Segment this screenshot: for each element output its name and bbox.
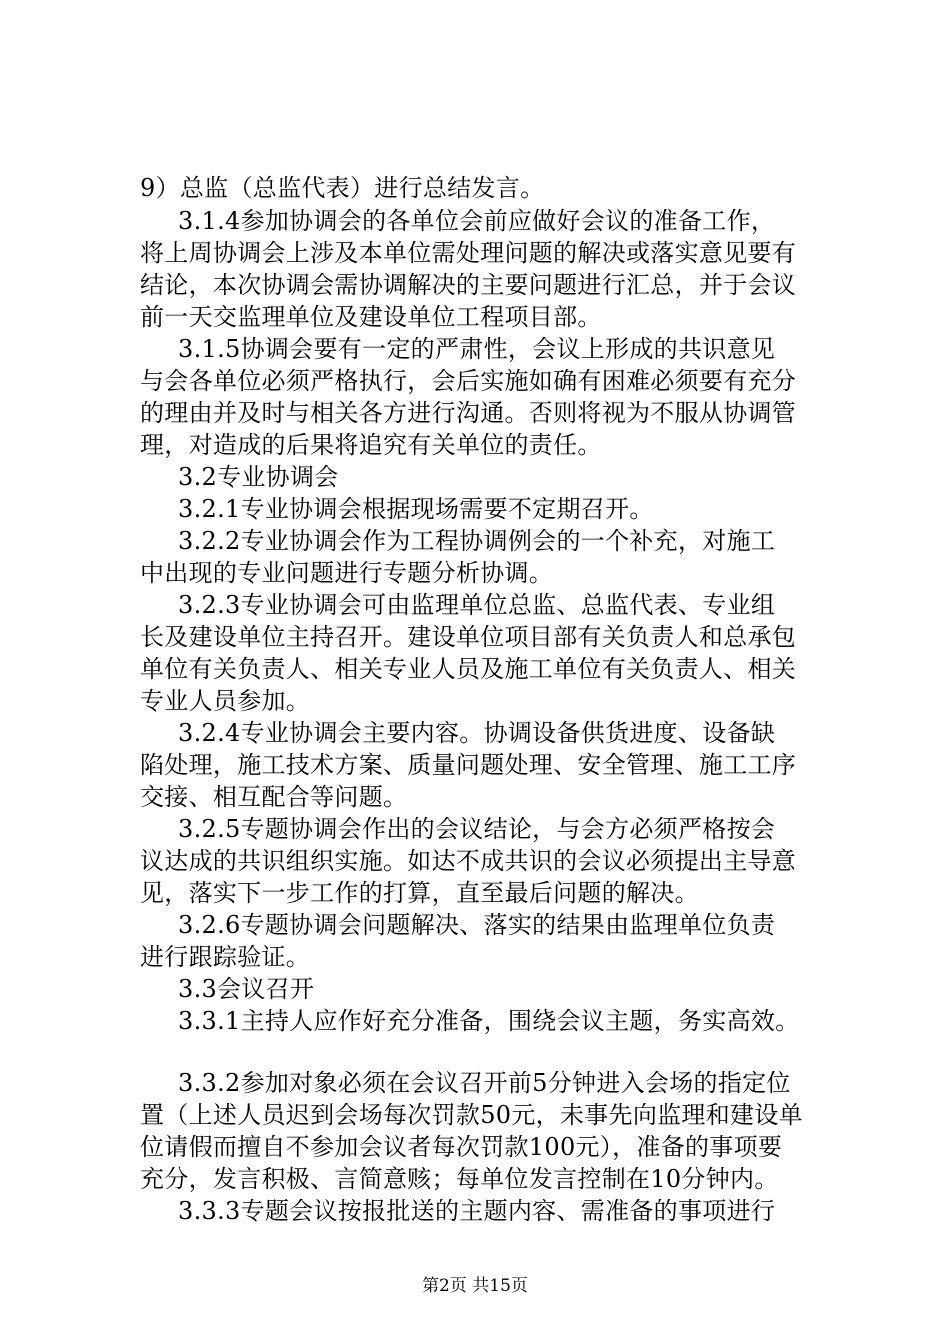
text-line: 长及建设单位主持召开。建设单位项目部有关负责人和总承包 — [140, 623, 797, 651]
text-line: 议达成的共识组织实施。如达不成共识的会议必须提出主导意 — [140, 847, 797, 875]
section-heading: 3.2专业协调会 — [178, 463, 339, 491]
text-line: 将上周协调会上涉及本单位需处理问题的解决或落实意见要有 — [140, 239, 797, 267]
text-line: 前一天交监理单位及建设单位工程项目部。 — [140, 303, 602, 331]
text-line: 交接、相互配合等问题。 — [140, 783, 408, 811]
text-line: 的理由并及时与相关各方进行沟通。否则将视为不服从协调管 — [140, 399, 797, 427]
text-line: 单位有关负责人、相关专业人员及施工单位有关负责人、相关 — [140, 655, 797, 683]
text-line: 3.2.3专业协调会可由监理单位总监、总监代表、专业组 — [178, 591, 776, 619]
text-line: 3.3.1主持人应作好充分准备，围绕会议主题，务实高效。 — [178, 1007, 800, 1035]
text-line: 3.2.1专业协调会根据现场需要不定期召开。 — [178, 495, 654, 523]
text-line: 结论，本次协调会需协调解决的主要问题进行汇总，并于会议 — [140, 271, 797, 299]
text-line: 专业人员参加。 — [140, 687, 311, 715]
text-line: 3.2.6专题协调会问题解决、落实的结果由监理单位负责 — [178, 911, 776, 939]
text-line: 3.3.2参加对象必须在会议召开前5分钟进入会场的指定位 — [178, 1069, 791, 1097]
section-heading: 3.3会议召开 — [178, 975, 315, 1003]
text-line: 置（上述人员迟到会场每次罚款50元，未事先向监理和建设单 — [140, 1101, 803, 1129]
text-line: 3.1.5协调会要有一定的严肃性，会议上形成的共识意见 — [178, 335, 776, 363]
text-line: 3.2.5专题协调会作出的会议结论，与会方必须严格按会 — [178, 815, 776, 843]
text-line: 中出现的专业问题进行专题分析协调。 — [140, 559, 554, 587]
text-line: 见，落实下一步工作的打算，直至最后问题的解决。 — [140, 879, 699, 907]
text-line: 3.2.4专业协调会主要内容。协调设备供货进度、设备缺 — [178, 719, 776, 747]
text-line: 与会各单位必须严格执行，会后实施如确有困难必须要有充分 — [140, 367, 797, 395]
text-line: 理，对造成的后果将追究有关单位的责任。 — [140, 431, 602, 459]
text-line: 3.3.3专题会议按报批送的主题内容、需准备的事项进行 — [178, 1197, 776, 1225]
text-line: 3.1.4参加协调会的各单位会前应做好会议的准备工作， — [178, 207, 776, 235]
text-line: 9）总监（总监代表）进行总结发言。 — [140, 174, 545, 202]
text-line: 进行跟踪验证。 — [140, 943, 311, 971]
text-line: 3.2.2专业协调会作为工程协调例会的一个补充，对施工 — [178, 527, 776, 555]
page-number-footer: 第2页 共15页 — [422, 1276, 528, 1296]
text-line: 充分，发言积极、言简意赅；每单位发言控制在10分钟内。 — [140, 1165, 779, 1193]
text-line: 位请假而擅自不参加会议者每次罚款100元），准备的事项要 — [140, 1133, 783, 1161]
text-line: 陷处理，施工技术方案、质量问题处理、安全管理、施工工序 — [140, 751, 797, 779]
